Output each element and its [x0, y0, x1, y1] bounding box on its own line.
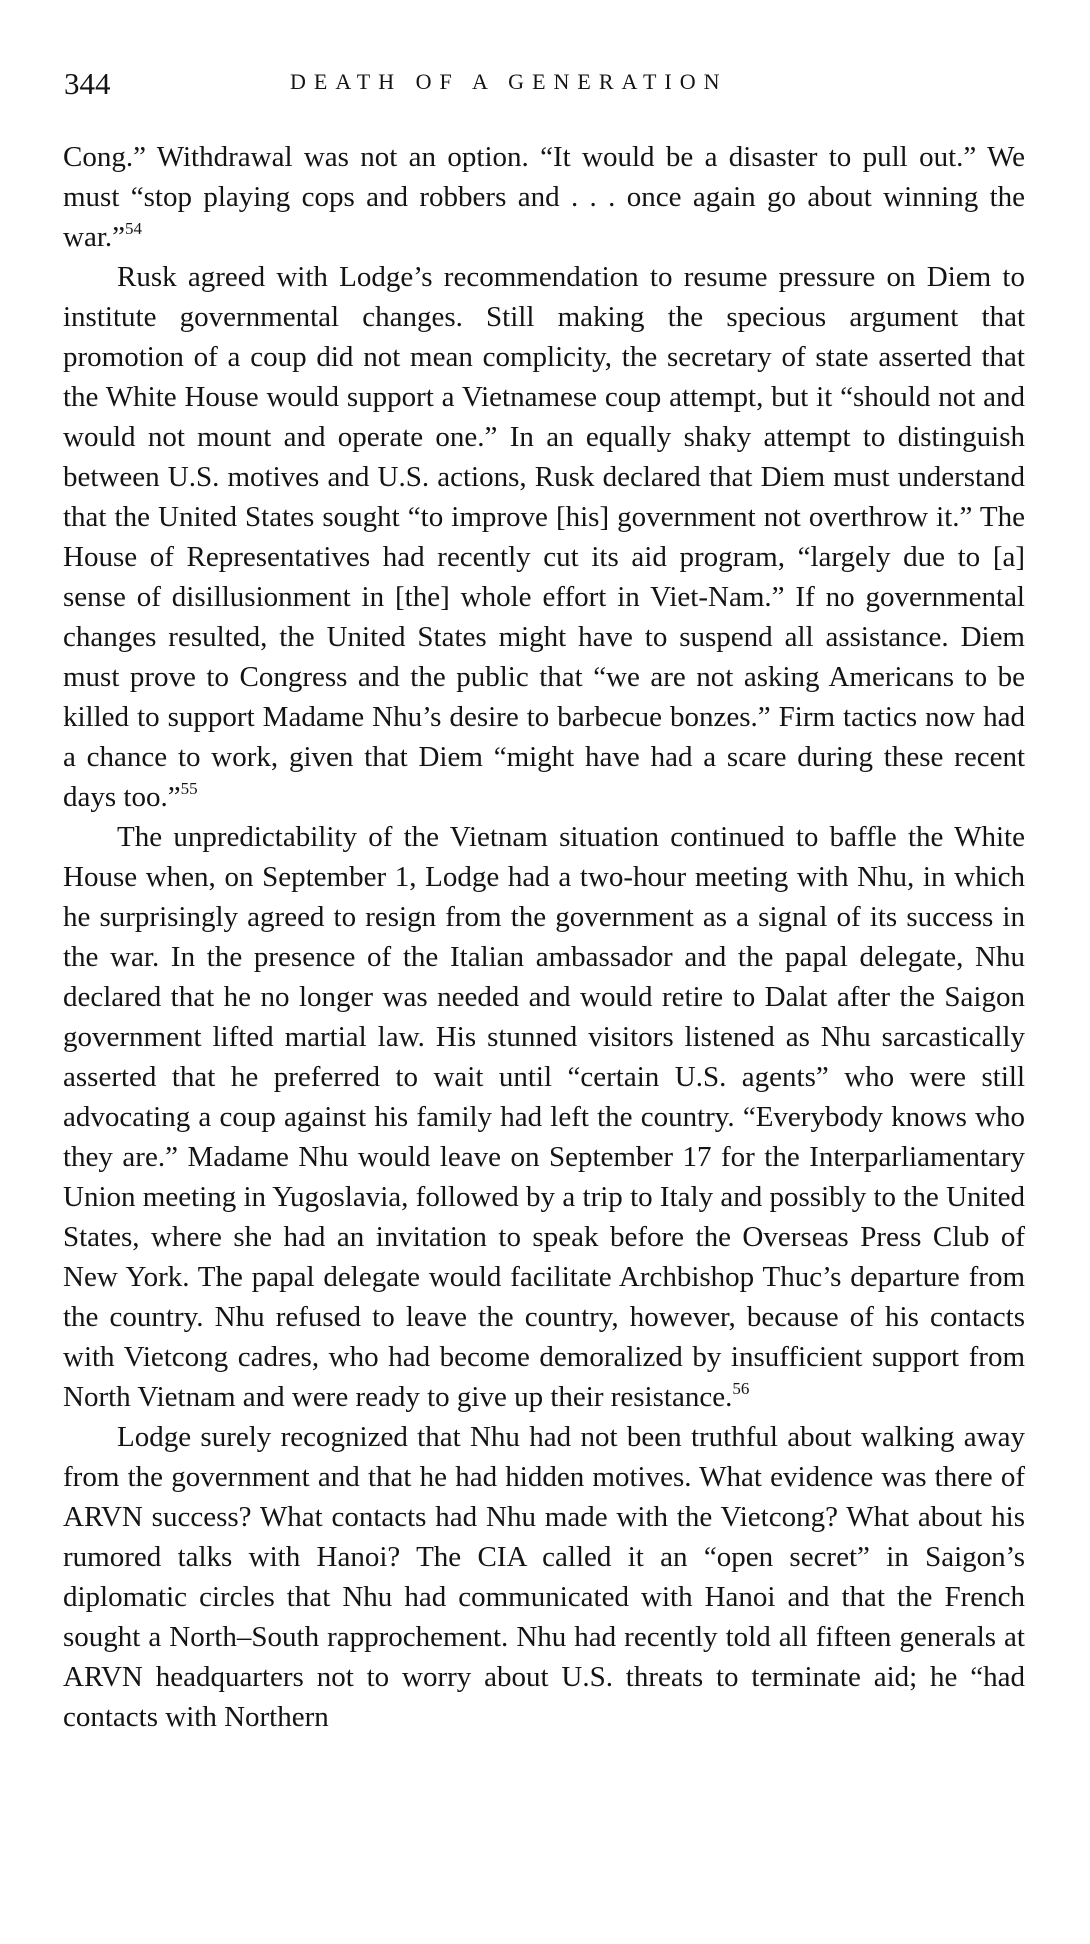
paragraph-text: Lodge surely recognized that Nhu had not been truthful about walking away from the government and that he had hidden motives. What evidence was there of ARVN success? What contacts had Nhu made with the Vietcong? What about his rumored talks with Hanoi? The CIA called it an “open secret” in Saigon’s diplomatic circles that Nhu had communicated with Hanoi and that the French sought a North–South rapprochement. Nhu had recently told all fifteen generals at ARVN headquarters not to worry about U.S. threats to terminate aid; he “had contacts with Northern [63, 1421, 1025, 1733]
paragraph-continuation [63, 137, 1025, 257]
paragraph-text: Cong.” Withdrawal was not an option. “It would be a disaster to pull out.” We must “stop playing cops and robbers and . . . once again go about winning the war.” [63, 141, 1025, 253]
footnote-marker: 55 [180, 779, 198, 798]
body-text [63, 137, 1025, 1737]
paragraph [63, 1417, 1025, 1737]
paragraph [63, 257, 1025, 817]
paragraph [63, 817, 1025, 1417]
running-head: DEATH OF A GENERATION [290, 69, 728, 94]
paragraph-text: Rusk agreed with Lodge’s recommendation to resume pressure on Diem to institute governmental changes. Still making the specious argument that promotion of a coup did not mean complicity, the secretary of state asserted that the White House would support a Vietnamese coup attempt, but it “should not and would not mount and operate one.” In an equally shaky attempt to distinguish between U.S. motives and U.S. actions, Rusk declared that Diem must understand that the United States sought “to improve [his] government not overthrow it.” The House of Representatives had recently cut its aid program, “largely due to [a] sense of disillusionment in [the] whole effort in Viet-Nam.” If no governmental changes resulted, the United States might have to suspend all assistance. Diem must prove to Congress and the public that “we are not asking Americans to be killed to support Madame Nhu’s desire to barbecue bonzes.” Firm tactics now had a chance to work, given that Diem “might have had a scare during these recent days too.” [63, 261, 1025, 813]
paragraph-text: The unpredictability of the Vietnam situation continued to baffle the White House when, on September 1, Lodge had a two-hour meeting with Nhu, in which he surprisingly agreed to resign from the government as a signal of its success in the war. In the presence of the Italian ambassador and the papal delegate, Nhu declared that he no longer was needed and would retire to Dalat after the Saigon government lifted martial law. His stunned visitors listened as Nhu sarcastically asserted that he preferred to wait until “certain U.S. agents” who were still advocating a coup against his family had left the country. “Everybody knows who they are.” Madame Nhu would leave on September 17 for the Interparliamentary Union meeting in Yugoslavia, followed by a trip to Italy and possibly to the United States, where she had an invitation to speak before the Overseas Press Club of New York. The papal delegate would facilitate Archbishop Thuc’s departure from the country. Nhu refused to leave the country, however, because of his contacts with Vietcong cadres, who had become demoralized by insufficient support from North Vietnam and were ready to give up their resistance. [63, 821, 1025, 1413]
footnote-marker: 54 [125, 219, 142, 238]
page-number: 344 [64, 66, 111, 101]
footnote-marker: 56 [732, 1379, 750, 1398]
